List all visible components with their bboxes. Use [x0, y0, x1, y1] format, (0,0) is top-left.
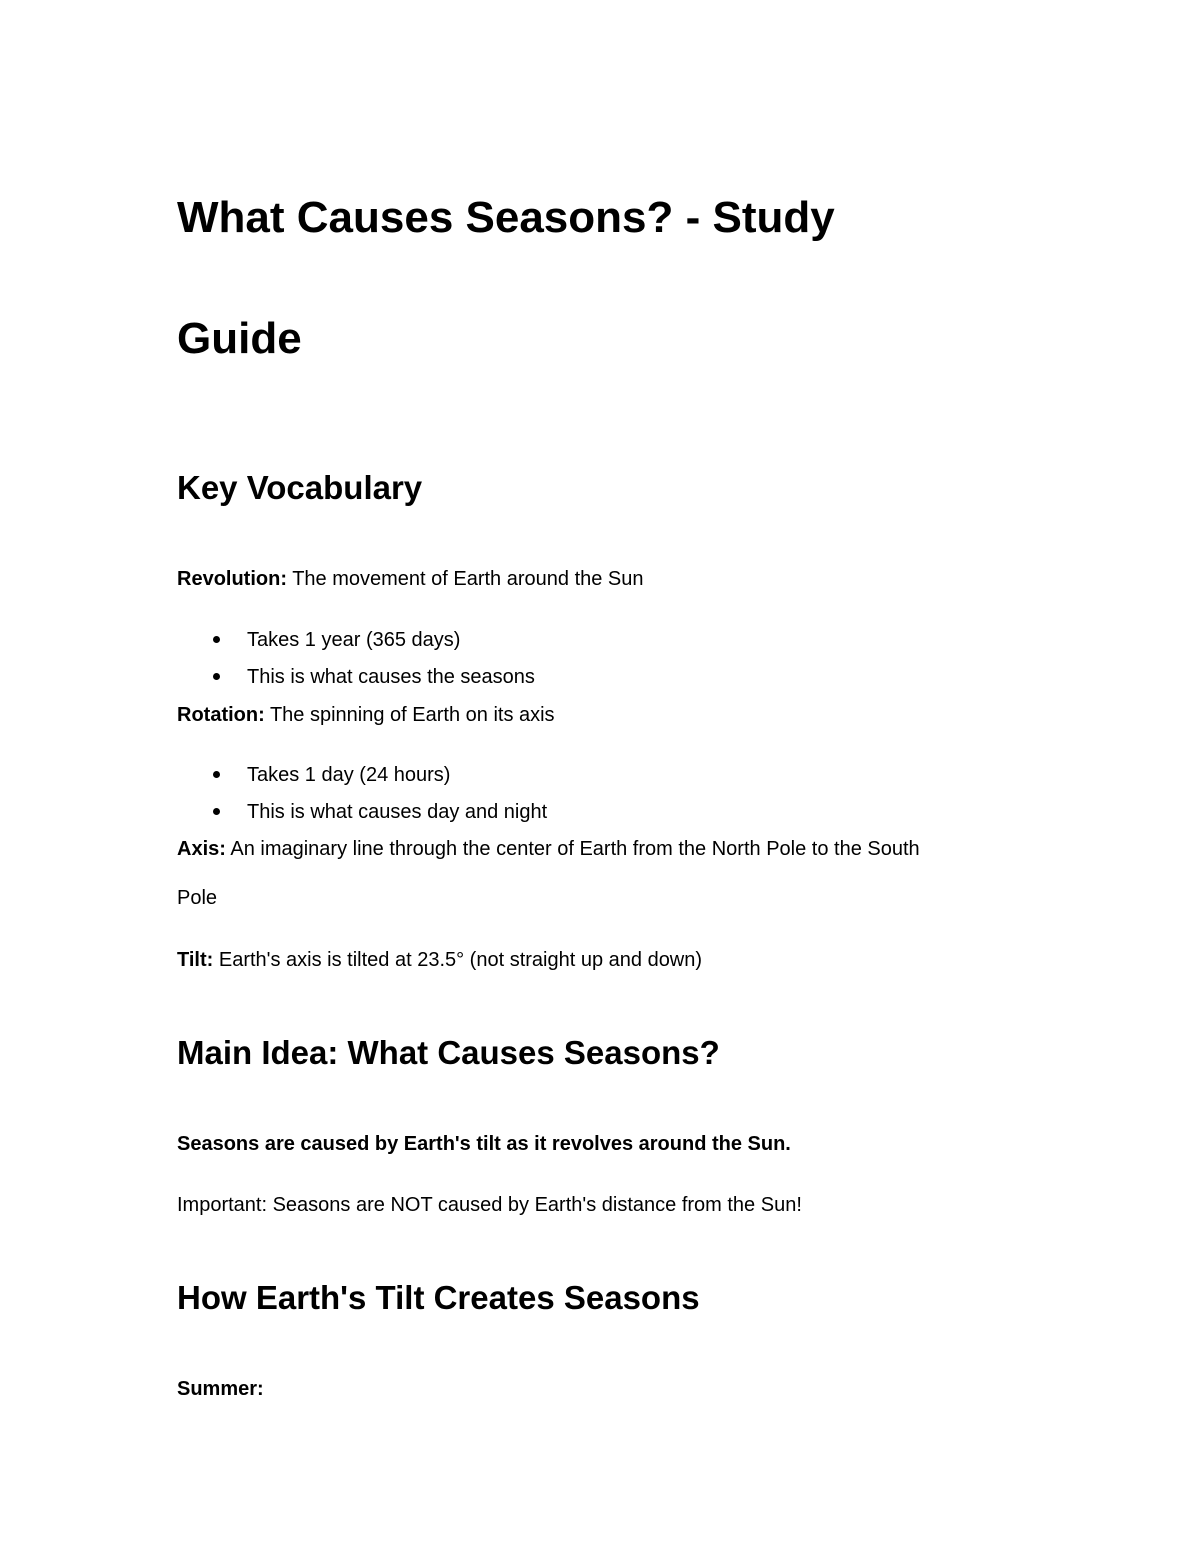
heading-main-idea: Main Idea: What Causes Seasons? [177, 1034, 720, 1071]
definition-rotation: The spinning of Earth on its axis [264, 704, 555, 726]
definition-revolution: The movement of Earth around the Sun [287, 568, 644, 590]
summer-label: Summer: [177, 1378, 264, 1400]
heading-key-vocabulary: Key Vocabulary [177, 469, 423, 506]
list-item [213, 630, 460, 650]
term-tilt: Tilt: [177, 949, 214, 971]
vocab-axis [177, 839, 920, 859]
bullet-icon [213, 673, 220, 680]
term-rotation: Rotation: [177, 704, 265, 726]
term-axis: Axis: [177, 838, 226, 860]
definition-tilt: Earth's axis is tilted at 23.5° (not straight up and down) [213, 949, 703, 971]
page-title-line-1: What Causes Seasons? - Study [177, 193, 835, 242]
list-item [213, 802, 547, 822]
main-idea-statement: Seasons are caused by Earth's tilt as it revolves around the Sun. [177, 1133, 791, 1155]
list-item-text: This is what causes the seasons [247, 666, 535, 688]
bullet-icon [213, 808, 220, 815]
definition-axis-line-2: Pole [177, 887, 218, 909]
important-note: Important: Seasons are NOT caused by Earth's distance from the Sun! [177, 1194, 802, 1216]
heading-tilt-seasons: How Earth's Tilt Creates Seasons [177, 1279, 700, 1316]
page-title-line-2: Guide [177, 314, 302, 363]
vocab-rotation [177, 705, 555, 725]
bullet-icon [213, 771, 220, 778]
bullet-icon [213, 636, 220, 643]
list-item [213, 667, 535, 687]
vocab-tilt [177, 950, 702, 970]
term-revolution: Revolution: [177, 568, 287, 590]
list-item-text: Takes 1 day (24 hours) [247, 764, 451, 786]
definition-axis-line-1: An imaginary line through the center of Earth from the North Pole to the South [225, 838, 920, 860]
list-item-text: Takes 1 year (365 days) [247, 629, 461, 651]
list-item [213, 765, 450, 785]
vocab-revolution [177, 569, 644, 589]
list-item-text: This is what causes day and night [247, 801, 548, 823]
